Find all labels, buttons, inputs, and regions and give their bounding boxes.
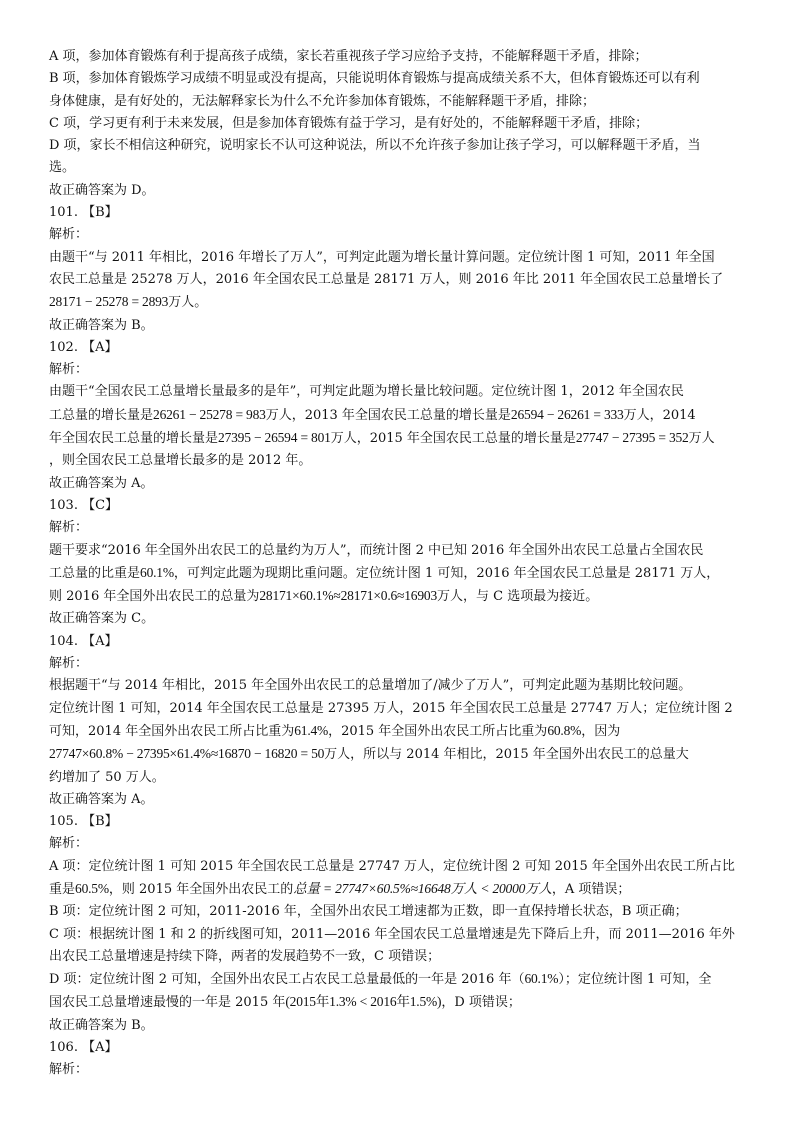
text-line — [49, 585, 769, 608]
math-expression: 28171×60.1%≈28171×0.6≈16903 — [259, 588, 438, 604]
text-line — [49, 1037, 769, 1059]
text-run: ，2015 年全国外出农民工所占比重为 — [328, 723, 548, 739]
text-line — [49, 743, 769, 766]
text-run: B 项：定位统计图 2 可知，2011-2016 年，全国外出农民工增速都为正数，即一直保持增长状态，B 项正确； — [49, 904, 688, 920]
text-run: 出农民工总量增速是持续下降，两者的发展趋势不一致，C 项错误； — [49, 948, 441, 964]
text-line — [49, 811, 769, 833]
text-line — [49, 991, 769, 1014]
text-run: 万人，2015 年全国农民工总量的增长量是 — [330, 431, 576, 447]
text-line — [49, 540, 769, 562]
text-line — [49, 202, 769, 224]
text-run: 故正确答案为 B。 — [49, 317, 154, 333]
text-run: 可知，2014 年全国外出农民工所占比重为 — [49, 723, 295, 739]
text-line — [49, 135, 769, 157]
text-line — [49, 247, 769, 269]
math-expression: 26261 − 25278 = 983 — [153, 406, 266, 422]
text-line — [49, 720, 769, 743]
text-run: 故正确答案为 B。 — [49, 1017, 154, 1033]
text-run: 重是 — [49, 881, 76, 897]
math-expression: 28171 − 25278 = 2893 — [49, 294, 169, 310]
text-line — [49, 675, 769, 697]
text-run: C 项：根据统计图 1 和 2 的折线图可知，2011—2016 年全国农民工总量增速是先下降后上升，而 2011—2016 年外 — [49, 926, 735, 942]
text-run: 题干要求“2016 年全国外出农民工的总量约为万人”，而统计图 2 中已知 2016 年全国外出农民工总量占全国农民 — [49, 542, 704, 558]
math-expression: (2015年1.3% < 2016年1.5%) — [285, 994, 442, 1010]
text-run: 104. 【A】 — [49, 633, 118, 649]
text-line — [49, 1059, 769, 1081]
text-run: D 项：定位统计图 2 可知，全国外出农民工占农民工总量最低的一年是 2016 年（ — [49, 972, 525, 988]
text-run: 解析： — [49, 227, 89, 243]
math-expression: 60.8% — [547, 722, 582, 738]
text-run: ，D 项错误； — [441, 995, 521, 1011]
text-run: 农民工总量是 25278 万人，2016 年全国农民工总量是 28171 万人，则 2016 年比 2011 年全国农民工总量增长了 — [49, 271, 724, 287]
text-run: 解析： — [49, 656, 89, 672]
text-line — [49, 608, 769, 630]
text-run: 万人，与 C 选项最为接近。 — [437, 589, 599, 605]
text-run: 故正确答案为 D。 — [49, 182, 155, 198]
text-run: 万人。 — [168, 295, 208, 311]
text-run: 万人，2014 — [623, 407, 696, 423]
text-run: 定位统计图 1 可知，2014 年全国农民工总量是 27395 万人，2015 年全国农民工总量是 27747 万人；定位统计图 2 — [49, 700, 733, 716]
text-line — [49, 789, 769, 811]
math-expression: 27747 − 27395 = 352 — [575, 430, 689, 446]
text-run: 故正确答案为 A。 — [49, 475, 154, 491]
text-line — [49, 698, 769, 720]
text-line — [49, 833, 769, 855]
text-line — [49, 157, 769, 179]
text-line — [49, 224, 769, 246]
text-run: 解析： — [49, 362, 89, 378]
text-run: ，因为 — [581, 723, 621, 739]
text-line — [49, 856, 769, 878]
text-run: A 项，参加体育锻炼有利于提高孩子成绩，家长若重视孩子学习应给予支持，不能解释题干矛盾，排除； — [49, 49, 648, 64]
text-line — [49, 767, 769, 789]
text-run: 解析： — [49, 1062, 89, 1078]
text-line — [49, 91, 769, 113]
text-run: 万人，所以与 2014 年相比，2015 年全国外出农民工的总量大 — [324, 747, 689, 763]
text-run: 解析： — [49, 520, 89, 536]
text-line — [49, 495, 769, 517]
text-line — [49, 291, 769, 314]
text-line — [49, 315, 769, 337]
text-run: ，A 项错误； — [551, 881, 631, 897]
text-line — [49, 180, 769, 202]
text-run: ，可判定此题为现期比重问题。定位统计图 1 可知，2016 年全国农民工总量是 28171 万人， — [173, 565, 720, 581]
text-run: 工总量的比重是 — [49, 565, 141, 581]
math-expression: 27395 − 26594 = 801 — [218, 430, 331, 446]
text-run: 万人，2013 年全国农民工总量的增长量是 — [265, 407, 511, 423]
text-run: 选。 — [49, 160, 76, 176]
text-run: ）；定位统计图 1 可知，全 — [558, 972, 712, 988]
math-expression: 60.5% — [75, 880, 109, 896]
text-run: 106. 【A】 — [49, 1040, 118, 1056]
text-line — [49, 381, 769, 403]
text-line — [49, 924, 769, 946]
text-run: 根据题干“与 2014 年相比，2015 年全国外出农民工的总量增加了/减少了万人”，可判定此题为基期比较问题。 — [49, 678, 692, 694]
text-run: 身体健康，是有好处的，无法解释家长为什么不允许参加体育锻炼，不能解释题干矛盾，排除； — [49, 93, 596, 109]
text-line — [49, 562, 769, 585]
text-run: 由题干“全国农民工总量增长量最多的是年”，可判定此题为增长量比较问题。定位统计图 1，2012 年全国农民 — [49, 384, 684, 400]
math-expression: 60.1% — [524, 971, 559, 987]
math-expression: 61.4% — [294, 722, 329, 738]
text-line — [49, 901, 769, 923]
math-expression: 总量 = 27747×60.5%≈16648万人 < 20000万人 — [293, 880, 552, 896]
text-line — [49, 427, 769, 450]
text-line — [49, 878, 769, 901]
text-run: A 项：定位统计图 1 可知 2015 年全国农民工总量是 27747 万人，定位统计图 2 可知 2015 年全国外出农民工所占比 — [49, 858, 735, 874]
text-run: 万人 — [688, 431, 715, 447]
text-run: 101. 【B】 — [49, 205, 118, 221]
text-line — [49, 1015, 769, 1037]
text-line — [49, 113, 769, 135]
text-run: 103. 【C】 — [49, 497, 119, 513]
text-line — [49, 968, 769, 991]
text-run: 故正确答案为 A。 — [49, 791, 154, 807]
text-line — [49, 68, 769, 90]
text-line — [49, 653, 769, 675]
text-run: 105. 【B】 — [49, 814, 118, 830]
text-run: ，则 2015 年全国外出农民工的 — [108, 881, 294, 897]
text-run: 由题干“与 2011 年相比，2016 年增长了万人”，可判定此题为增长量计算问题。定位统计图 1 可知，2011 年全国 — [49, 249, 715, 265]
text-line — [49, 46, 769, 68]
text-run: 则 2016 年全国外出农民工的总量为 — [49, 589, 260, 605]
math-expression: 27747×60.8% − 27395×61.4%≈16870 − 16820 = 50 — [49, 746, 325, 762]
text-line — [49, 269, 769, 291]
text-run: D 项，家长不相信这种研究，说明家长不认可这种说法，所以不允许孩子参加让孩子学习，可以解释题干矛盾，当 — [49, 138, 701, 154]
text-run: 约增加了 50 万人。 — [49, 769, 165, 785]
text-line — [49, 517, 769, 539]
document-page — [49, 46, 769, 1082]
text-line — [49, 359, 769, 381]
text-run: 国农民工总量增速最慢的一年是 2015 年 — [49, 995, 286, 1011]
text-run: 解析： — [49, 836, 89, 852]
text-run: 故正确答案为 C。 — [49, 611, 155, 627]
text-run: 工总量的增长量是 — [49, 407, 154, 423]
text-line — [49, 450, 769, 472]
text-run: ，则全国农民工总量增长最多的是 2012 年。 — [49, 453, 312, 469]
math-expression: 26594 − 26261 = 333 — [510, 406, 624, 422]
text-run: C 项，学习更有利于未来发展，但是参加体育锻炼有益于学习，是有好处的，不能解释题干矛盾，排除； — [49, 115, 649, 131]
text-line — [49, 337, 769, 359]
math-expression: 60.1% — [140, 564, 174, 580]
text-run: 年全国农民工总量的增长量是 — [49, 431, 219, 447]
text-line — [49, 631, 769, 653]
text-line — [49, 946, 769, 968]
text-line — [49, 404, 769, 427]
text-run: 102. 【A】 — [49, 339, 118, 355]
text-line — [49, 473, 769, 495]
text-run: B 项，参加体育锻炼学习成绩不明显或没有提高，只能说明体育锻炼与提高成绩关系不大，但体育锻炼还可以有利 — [49, 71, 700, 87]
